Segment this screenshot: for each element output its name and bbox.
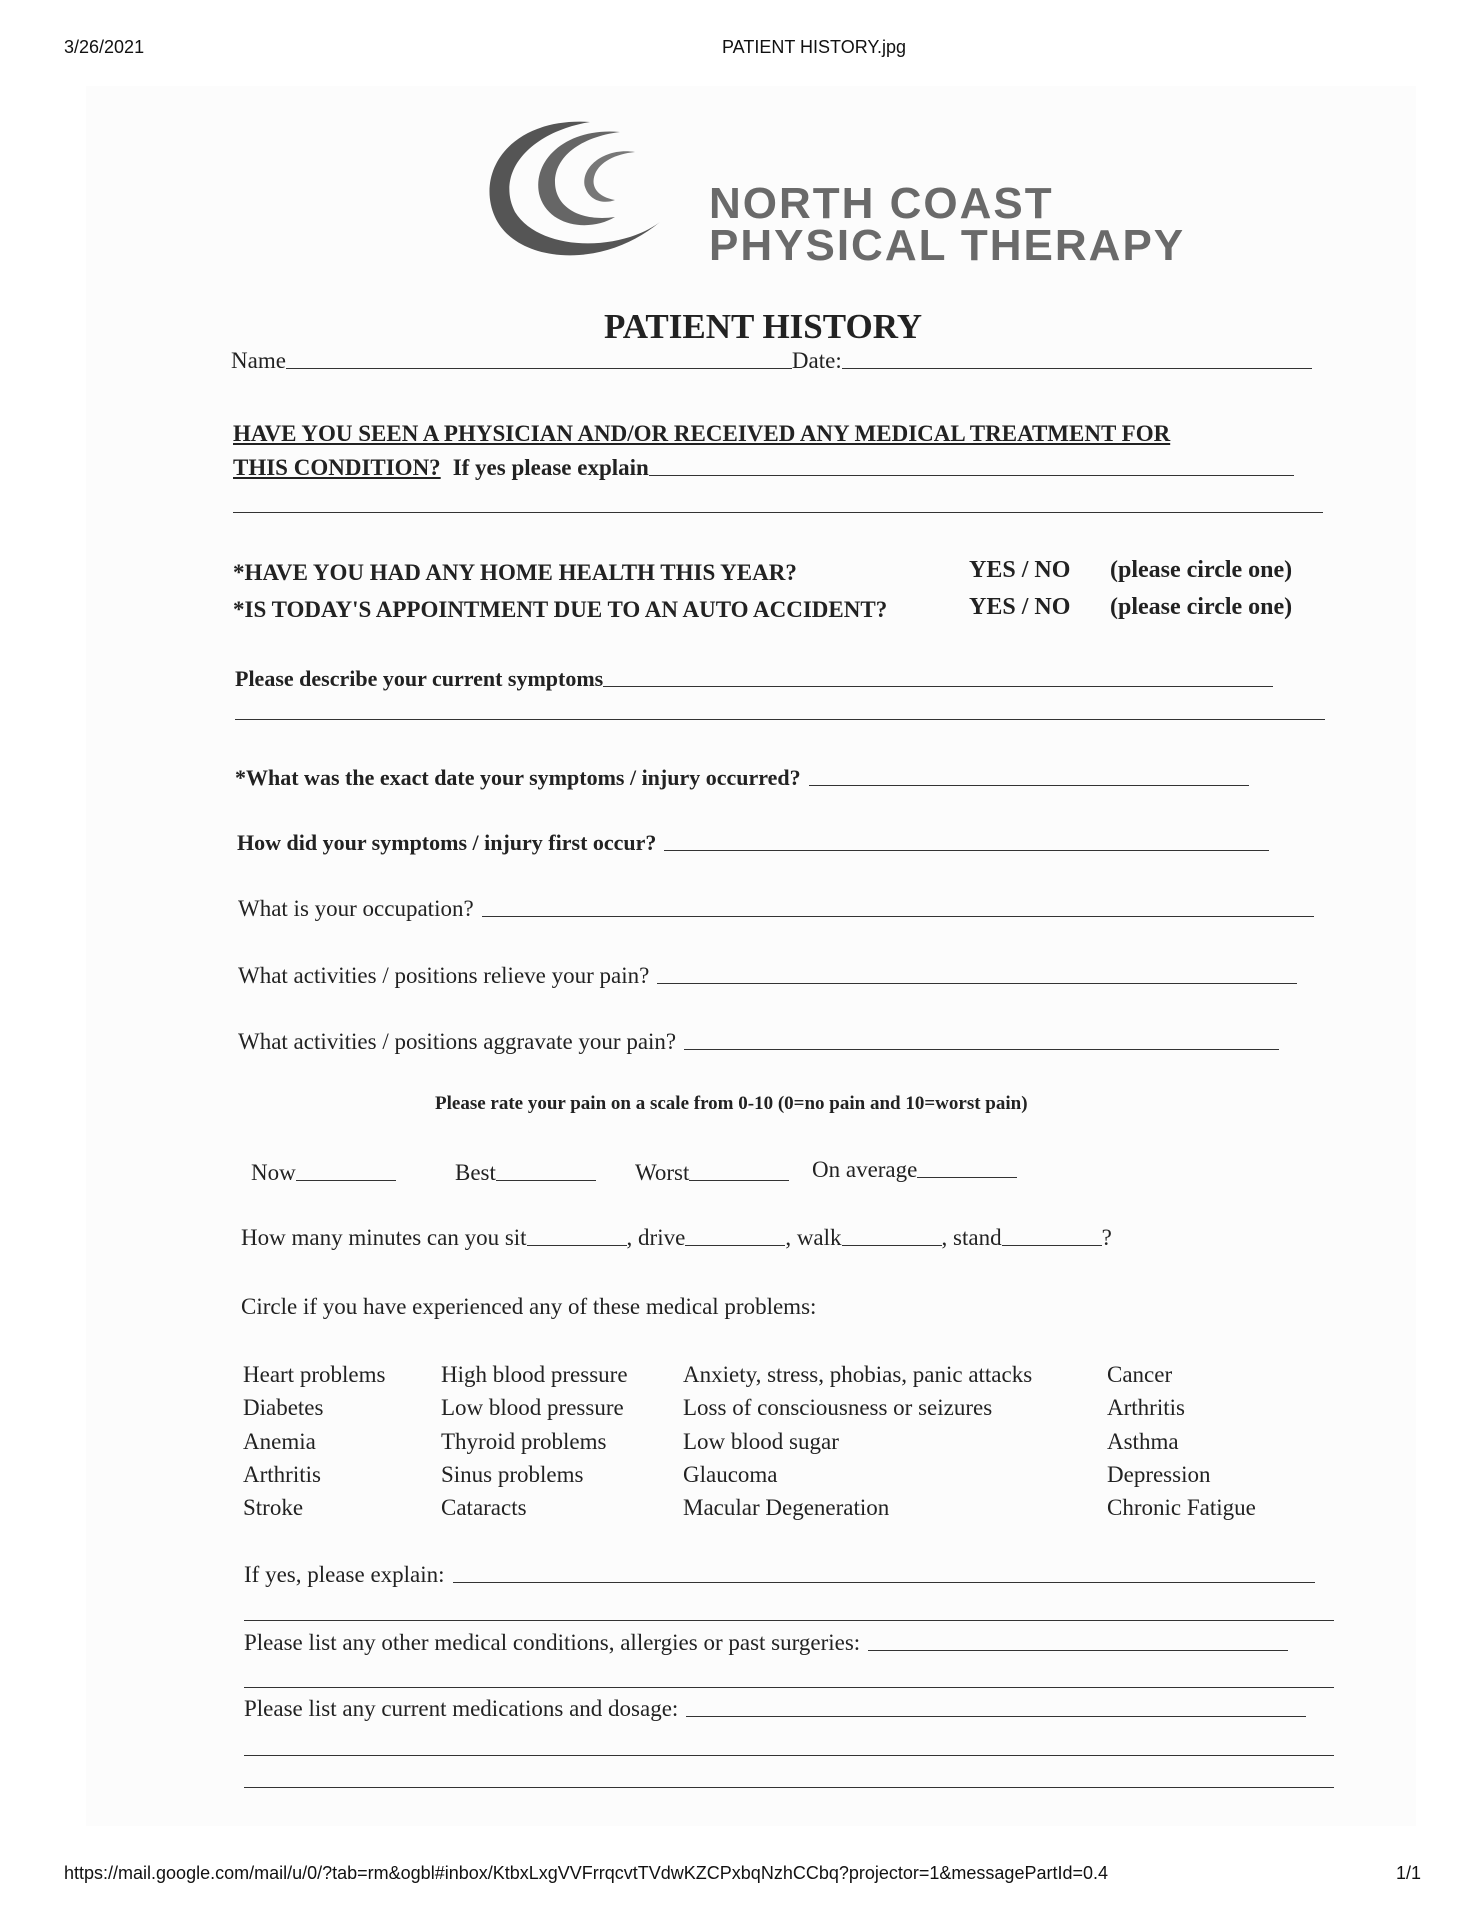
if-yes-explain-field[interactable] [453,1581,1315,1583]
medical-problem-option[interactable]: Cataracts [441,1495,527,1520]
name-field[interactable] [286,367,792,369]
pain-best-field[interactable] [496,1179,596,1181]
medical-problem-option[interactable]: Anxiety, stress, phobias, panic attacks [683,1362,1033,1387]
medical-problem-option[interactable]: Arthritis [1107,1395,1185,1420]
medical-problem-option[interactable]: Arthritis [243,1462,321,1487]
physician-question-cont: THIS CONDITION? [233,455,441,480]
symptoms-line-2[interactable] [235,719,1325,720]
aggravate-field[interactable] [684,1048,1279,1050]
medical-problem-option[interactable]: Macular Degeneration [683,1495,890,1520]
medical-problem-option[interactable]: Glaucoma [683,1462,778,1487]
medications-field[interactable] [686,1715,1306,1717]
medical-problem-option[interactable]: Chronic Fatigue [1107,1495,1256,1520]
medications-line-3[interactable] [244,1787,1334,1788]
occupation-label: What is your occupation? [238,896,474,921]
pain-best-label: Best [455,1160,496,1185]
print-url: https://mail.google.com/mail/u/0/?tab=rm&ogbl#inbox/KtbxLxgVVFrrqcvtTVdwKZCPxbqNzhCCbq?projector=1&messagePartId=0.4 [64,1863,1109,1883]
medications-line-2[interactable] [244,1755,1334,1756]
pain-now-label: Now [251,1160,296,1185]
walk-label: , walk [785,1225,842,1250]
circle-instructions: Circle if you have experienced any of these medical problems: [241,1294,817,1319]
symptoms-field[interactable] [603,685,1273,687]
other-conditions-line-2[interactable] [244,1687,1334,1688]
minutes-label: How many minutes can you sit [241,1225,527,1250]
pain-average-field[interactable] [917,1176,1017,1178]
medical-problem-option[interactable]: Low blood pressure [441,1395,624,1420]
pain-worst-label: Worst [635,1160,690,1185]
pain-worst-field[interactable] [689,1179,789,1181]
relieve-label: What activities / positions relieve your pain? [238,963,650,988]
print-title: PATIENT HISTORY.jpg [722,37,907,57]
pain-scale-instructions: Please rate your pain on a scale from 0-10 (0=no pain and 10=worst pain) [435,1093,1028,1114]
sit-minutes-field[interactable] [527,1244,627,1246]
aggravate-label: What activities / positions aggravate your pain? [238,1029,677,1054]
pain-average-label: On average [812,1157,918,1182]
page-title: PATIENT HISTORY [603,307,923,346]
symptoms-label: Please describe your current symptoms [235,666,604,691]
medical-problem-option[interactable]: Depression [1107,1462,1211,1487]
medical-problem-option[interactable]: Low blood sugar [683,1429,839,1454]
physician-question: HAVE YOU SEEN A PHYSICIAN AND/OR RECEIVED ANY MEDICAL TREATMENT FOR [233,421,1171,446]
home-health-question: *HAVE YOU HAD ANY HOME HEALTH THIS YEAR? [233,560,797,585]
how-occur-label: How did your symptoms / injury first occur? [237,830,657,855]
medical-problem-option[interactable]: Asthma [1107,1429,1179,1454]
exact-date-label: *What was the exact date your symptoms / injury occurred? [235,765,801,790]
date-field[interactable] [842,367,1312,369]
other-conditions-field[interactable] [868,1649,1288,1651]
walk-minutes-field[interactable] [842,1244,942,1246]
drive-label: , drive [626,1225,686,1250]
logo-line-1: NORTH COAST [709,179,1054,228]
medical-problem-option[interactable]: Heart problems [243,1362,386,1387]
auto-accident-yes-no[interactable]: YES / NO [969,594,1071,620]
home-health-yes-no[interactable]: YES / NO [969,557,1071,583]
auto-accident-circle-note: (please circle one) [1110,594,1293,620]
print-date: 3/26/2021 [64,37,145,57]
medications-label: Please list any current medications and dosage: [244,1696,679,1721]
medical-problem-option[interactable]: Diabetes [243,1395,324,1420]
stand-minutes-field[interactable] [1002,1244,1102,1246]
print-page-number: 1/1 [1396,1863,1422,1883]
physician-explain-label: If yes please explain [452,455,649,480]
medical-problem-option[interactable]: Stroke [243,1495,304,1520]
if-yes-explain-label: If yes, please explain: [244,1562,445,1587]
physician-explain-field[interactable] [649,474,1294,476]
occupation-field[interactable] [482,915,1314,917]
physician-explain-line-2[interactable] [233,512,1323,513]
auto-accident-question: *IS TODAY'S APPOINTMENT DUE TO AN AUTO ACCIDENT? [233,597,888,622]
medical-problem-option[interactable]: Sinus problems [441,1462,584,1487]
pain-now-field[interactable] [296,1179,396,1181]
medical-problem-option[interactable]: Thyroid problems [441,1429,607,1454]
medical-problem-option[interactable]: Cancer [1107,1362,1173,1387]
if-yes-explain-line-2[interactable] [244,1620,1334,1621]
swirl-logo-icon [470,112,680,272]
medical-problem-option[interactable]: Anemia [243,1429,316,1454]
name-label: Name [231,348,286,373]
medical-problem-option[interactable]: High blood pressure [441,1362,628,1387]
home-health-circle-note: (please circle one) [1110,557,1293,583]
minutes-end: ? [1101,1225,1112,1250]
relieve-field[interactable] [657,982,1297,984]
logo-line-2: PHYSICAL THERAPY [709,221,1186,270]
how-occur-field[interactable] [664,849,1269,851]
date-label: Date: [791,348,842,373]
other-conditions-label: Please list any other medical conditions, allergies or past surgeries: [244,1630,861,1655]
stand-label: , stand [941,1225,1002,1250]
exact-date-field[interactable] [809,784,1249,786]
medical-problem-option[interactable]: Loss of consciousness or seizures [683,1395,993,1420]
drive-minutes-field[interactable] [685,1244,785,1246]
